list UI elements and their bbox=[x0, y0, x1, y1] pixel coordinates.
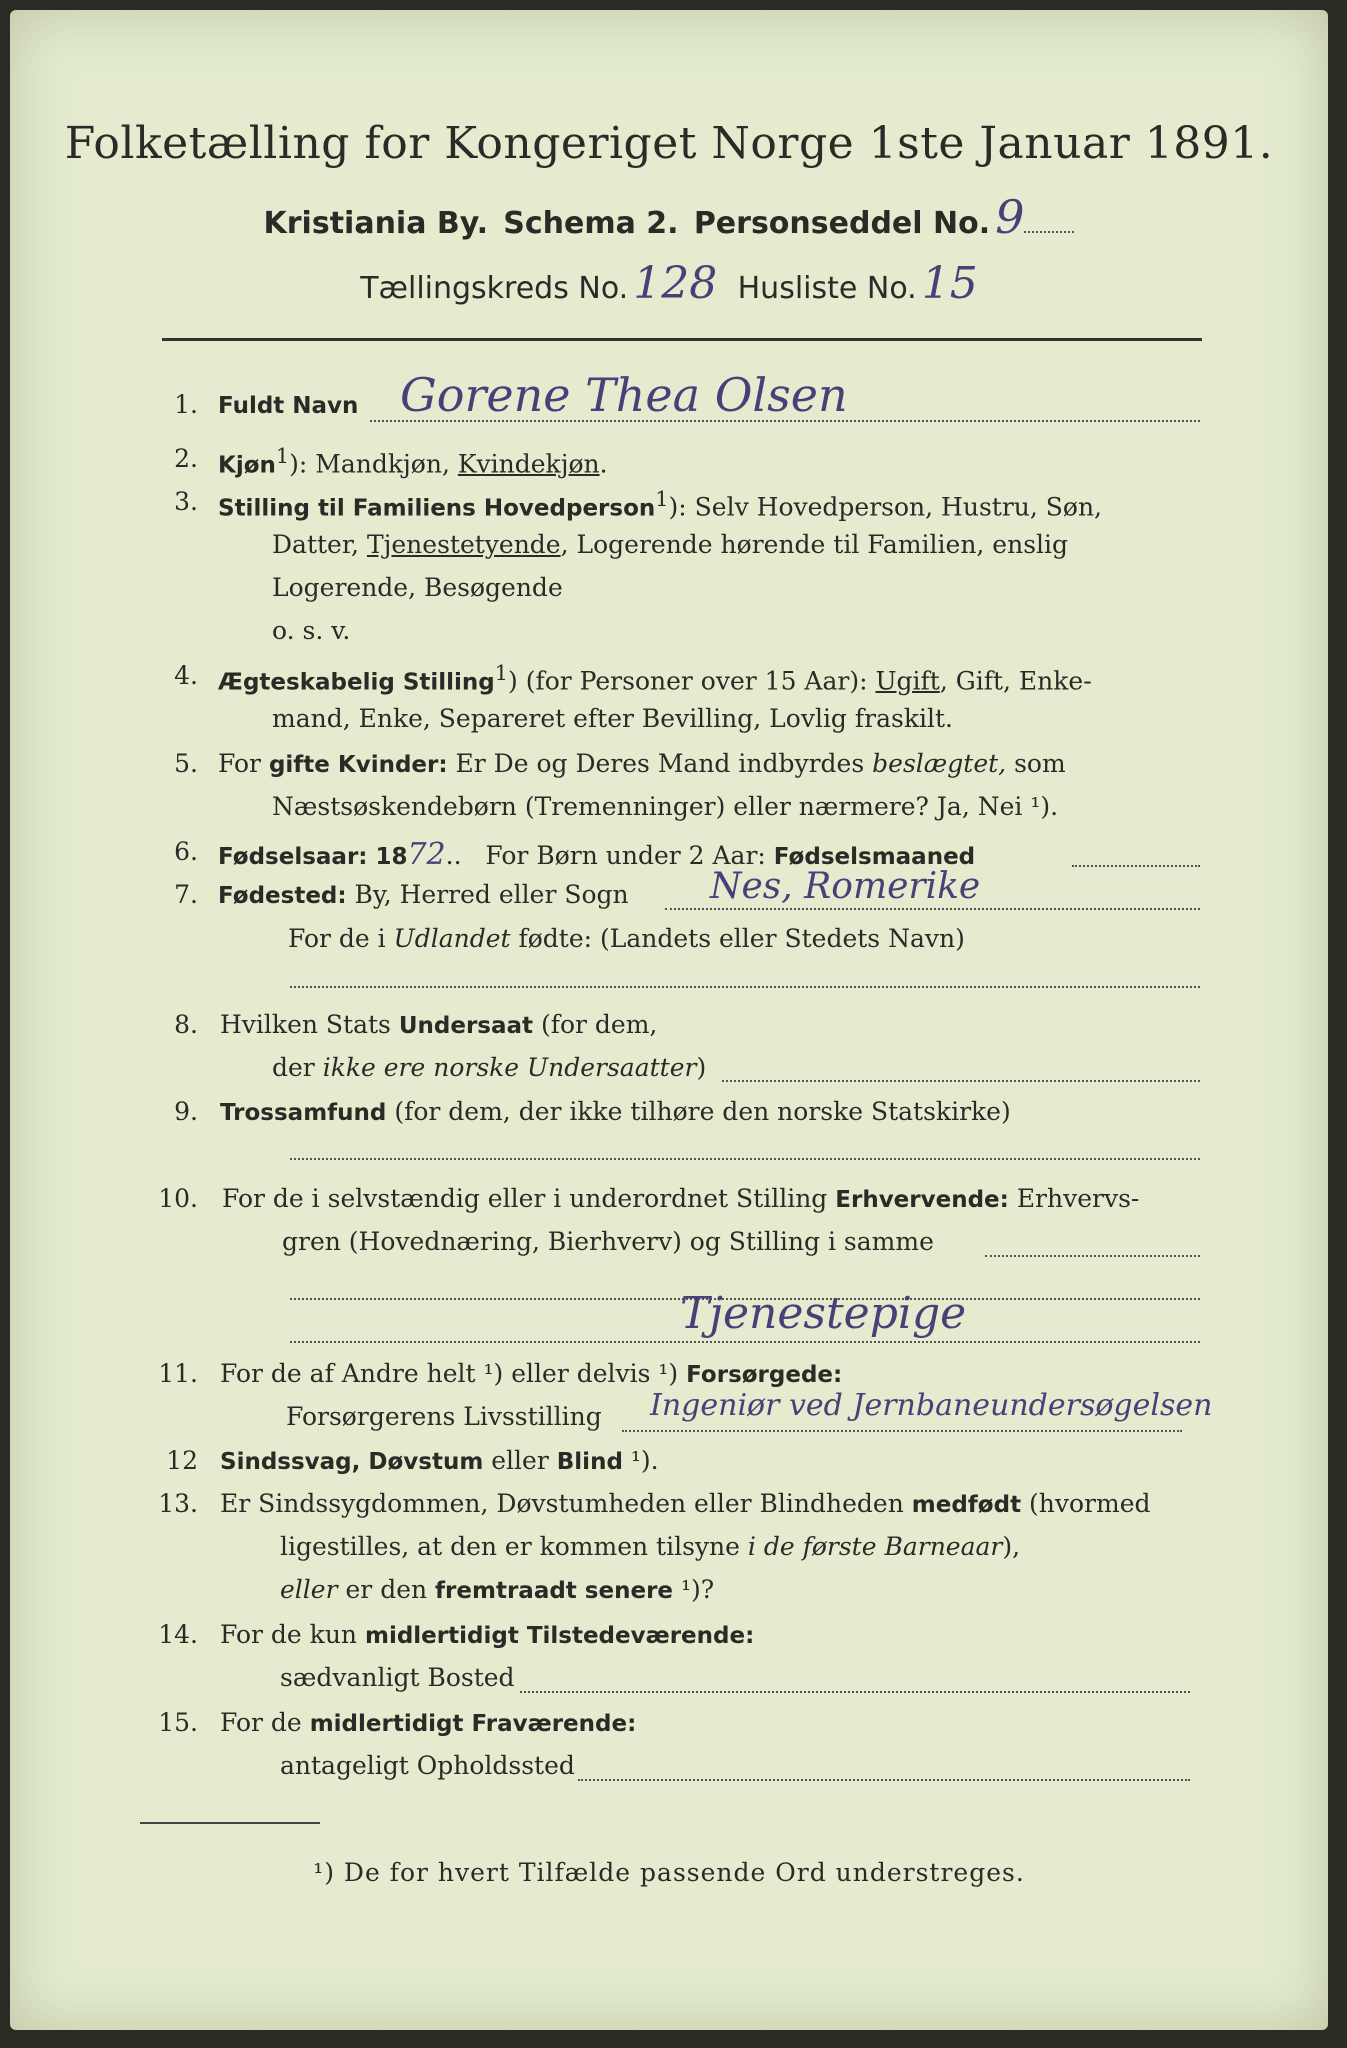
occupation-row-1 bbox=[222, 1184, 1139, 1213]
occupation-line-3 bbox=[290, 1341, 1200, 1343]
occupation-line-1 bbox=[985, 1255, 1200, 1257]
citizenship-row-1 bbox=[220, 1010, 657, 1039]
census-form-sheet bbox=[10, 10, 1328, 2030]
religion-label: Trossamfund bbox=[220, 1100, 387, 1126]
item-number: 8. bbox=[174, 1010, 198, 1039]
item-number: 10. bbox=[158, 1184, 198, 1213]
footnote-ref: 1 bbox=[494, 661, 509, 685]
birthplace-value: Nes, Romerike bbox=[710, 866, 981, 907]
married-women-row-1 bbox=[218, 749, 1066, 778]
citizenship-row-2 bbox=[272, 1053, 706, 1082]
husliste-label: Husliste No. bbox=[737, 271, 917, 306]
birthplace-row bbox=[218, 880, 629, 909]
supported-row-1 bbox=[220, 1359, 842, 1388]
birth-year-value: 72 bbox=[407, 837, 446, 872]
city-label: Kristiania By. bbox=[263, 206, 488, 241]
gender-selected: Kvindekjøn bbox=[457, 449, 600, 479]
supported-label: Forsørgede: bbox=[686, 1362, 843, 1388]
footnote-ref: 1 bbox=[275, 444, 290, 468]
item-number: 14. bbox=[158, 1620, 198, 1649]
citizenship-label: Undersaat bbox=[398, 1013, 534, 1039]
married-women-label: gifte Kvinder: bbox=[268, 752, 448, 778]
kreds-label: Tællingskreds No. bbox=[360, 271, 629, 306]
text: eller bbox=[280, 1575, 338, 1604]
text: (for dem, bbox=[540, 1010, 658, 1039]
gender-options: ): Mandkjøn, bbox=[289, 449, 450, 479]
position-options-2b: , Logerende hørende til Familien, enslig bbox=[560, 530, 1069, 559]
blind-label: Blind bbox=[556, 1449, 623, 1475]
text: Erhvervs- bbox=[1016, 1184, 1140, 1213]
later-onset-label: fremtraadt senere bbox=[435, 1578, 674, 1604]
probable-residence-label: antageligt Opholdssted bbox=[280, 1751, 575, 1780]
position-row-4: o. s. v. bbox=[272, 616, 351, 645]
congenital-label: medfødt bbox=[911, 1492, 1022, 1518]
item-number: 15. bbox=[158, 1708, 198, 1737]
birth-year-label: Fødselsaar: bbox=[218, 844, 368, 870]
position-row-1 bbox=[218, 487, 1102, 521]
text: Er De og Deres Mand indbyrdes bbox=[455, 749, 865, 778]
text: Hvilken Stats bbox=[220, 1010, 391, 1039]
item-number: 4. bbox=[174, 661, 198, 690]
non-norwegian-italic: ikke ere norske Undersaatter bbox=[322, 1053, 697, 1082]
item-number: 1. bbox=[174, 390, 198, 419]
full-name-value: Gorene Thea Olsen bbox=[400, 368, 848, 422]
temporary-present-row bbox=[220, 1620, 754, 1649]
disability-row bbox=[220, 1446, 659, 1475]
text: fødte: (Landets eller Stedets Navn) bbox=[518, 924, 965, 953]
birth-year-row: Fødselsaar: 1872.. For Børn under 2 Aar: Fødselsmaaned bbox=[218, 837, 976, 872]
supporter-line bbox=[622, 1430, 1182, 1432]
text: For de i bbox=[288, 924, 386, 953]
text: som bbox=[1014, 749, 1066, 778]
footnote-ref: 1 bbox=[655, 487, 669, 511]
early-childhood-italic: i de første Barneaar bbox=[747, 1532, 1003, 1561]
supporter-occupation-label: Forsørgerens Livsstilling bbox=[286, 1402, 602, 1431]
birth-month-label: Fødselsmaaned bbox=[773, 844, 976, 870]
item-number: 12 bbox=[166, 1446, 198, 1475]
header-line-2 bbox=[10, 190, 1328, 244]
birth-year-prefix: 18 bbox=[375, 844, 408, 870]
item-number: 6. bbox=[174, 837, 198, 866]
item-number: 7. bbox=[174, 880, 198, 909]
birthplace-line bbox=[665, 908, 1200, 910]
text: By, Herred eller Sogn bbox=[354, 880, 629, 909]
family-position-label: Stilling til Familiens Hovedperson bbox=[218, 495, 656, 522]
abroad-line bbox=[290, 986, 1200, 988]
form-title: Folketælling for Kongeriget Norge 1ste Januar 1891. bbox=[64, 118, 1274, 169]
header-rule bbox=[162, 338, 1202, 341]
supporter-occupation-value: Ingeniør ved Jernbaneundersøgelsen bbox=[650, 1388, 1213, 1423]
personseddel-label: Personseddel No. bbox=[693, 206, 991, 241]
punct: . bbox=[599, 449, 608, 479]
occupation-value: Tjenestepige bbox=[680, 1288, 967, 1339]
item-number: 5. bbox=[174, 749, 198, 778]
text: eller bbox=[491, 1446, 549, 1475]
text: For de af Andre helt ¹) eller delvis ¹) bbox=[220, 1359, 679, 1388]
item-number: 9. bbox=[174, 1097, 198, 1126]
marital-selected: Ugift bbox=[875, 666, 940, 696]
marital-text: ) (for Personer over 15 Aar): bbox=[508, 666, 868, 696]
birth-month-line bbox=[1072, 865, 1200, 867]
related-italic: beslægtet, bbox=[872, 749, 1007, 778]
position-row-2 bbox=[272, 530, 1068, 559]
usual-residence-label: sædvanligt Bosted bbox=[280, 1663, 515, 1692]
citizenship-line bbox=[722, 1080, 1200, 1082]
position-row-3: Logerende, Besøgende bbox=[272, 573, 563, 602]
schema-label: Schema 2. bbox=[503, 206, 679, 241]
married-women-row-2: Næstsøskendebørn (Tremenninger) eller nærmere? Ja, Nei ¹). bbox=[272, 792, 1059, 821]
text: Er Sindssygdommen, Døvstumheden eller Blindheden bbox=[220, 1489, 904, 1518]
occupation-label: Erhvervende: bbox=[835, 1187, 1009, 1213]
item-number: 2. bbox=[174, 444, 198, 473]
religion-row bbox=[220, 1097, 1011, 1126]
marital-options: , Gift, Enke- bbox=[939, 666, 1092, 696]
full-name-label: Fuldt Navn bbox=[218, 393, 359, 419]
text: er den bbox=[345, 1575, 428, 1604]
text: For de i selvstændig eller i underordnet Stilling bbox=[222, 1184, 828, 1213]
header-line-3 bbox=[10, 258, 1328, 309]
abroad-row bbox=[288, 924, 965, 953]
birthplace-label: Fødested: bbox=[218, 883, 347, 909]
husliste-number: 15 bbox=[921, 258, 978, 309]
religion-line bbox=[290, 1158, 1200, 1160]
text: For de bbox=[220, 1708, 302, 1737]
position-options-1: ): Selv Hovedperson, Hustru, Søn, bbox=[668, 492, 1102, 522]
disability-label: Sindssvag, Døvstum bbox=[220, 1449, 484, 1475]
temporary-absent-row bbox=[220, 1708, 636, 1737]
probable-residence-line bbox=[578, 1779, 1190, 1781]
congenital-row-3 bbox=[280, 1575, 714, 1604]
position-options-2a: Datter, bbox=[272, 530, 359, 559]
gender-label: Kjøn bbox=[218, 452, 276, 479]
marital-row-1 bbox=[218, 661, 1092, 695]
text: der bbox=[272, 1053, 315, 1082]
occupation-row-2: gren (Hovednæring, Bierhverv) og Stilling i samme bbox=[282, 1227, 934, 1256]
temporary-absent-label: midlertidigt Fraværende: bbox=[309, 1711, 637, 1737]
text: For Børn under 2 Aar: bbox=[485, 841, 766, 870]
text: (for dem, der ikke tilhøre den norske Statskirke) bbox=[394, 1097, 1011, 1126]
position-selected: Tjenestetyende bbox=[366, 530, 561, 559]
item-number: 3. bbox=[174, 487, 198, 516]
text: ¹). bbox=[630, 1446, 659, 1475]
congenital-row-2: ligestilles, at den er kommen tilsyne i de første Barneaar), bbox=[280, 1532, 1021, 1561]
text: ¹)? bbox=[680, 1575, 715, 1604]
text: For de kun bbox=[220, 1620, 358, 1649]
item-number: 13. bbox=[158, 1489, 198, 1518]
personseddel-number: 9 bbox=[995, 190, 1025, 244]
usual-residence-line bbox=[520, 1691, 1190, 1693]
text: For bbox=[218, 749, 261, 778]
temporary-present-label: midlertidigt Tilstedeværende: bbox=[364, 1623, 755, 1649]
marital-status-label: Ægteskabelig Stilling bbox=[218, 669, 495, 696]
footnote-rule bbox=[140, 1822, 320, 1824]
kreds-number: 128 bbox=[633, 258, 718, 309]
congenital-row-1 bbox=[220, 1489, 1151, 1518]
marital-row-2: mand, Enke, Separeret efter Bevilling, Lovlig fraskilt. bbox=[272, 704, 953, 733]
text: (hvormed bbox=[1029, 1489, 1151, 1518]
text: ligestilles, at den er kommen tilsyne bbox=[280, 1532, 740, 1561]
abroad-italic: Udlandet bbox=[393, 924, 511, 953]
item-number: 11. bbox=[158, 1359, 198, 1388]
footnote: ¹) De for hvert Tilfælde passende Ord understreges. bbox=[313, 1858, 1025, 1887]
text: ) bbox=[696, 1053, 707, 1082]
gender-row bbox=[218, 444, 608, 478]
